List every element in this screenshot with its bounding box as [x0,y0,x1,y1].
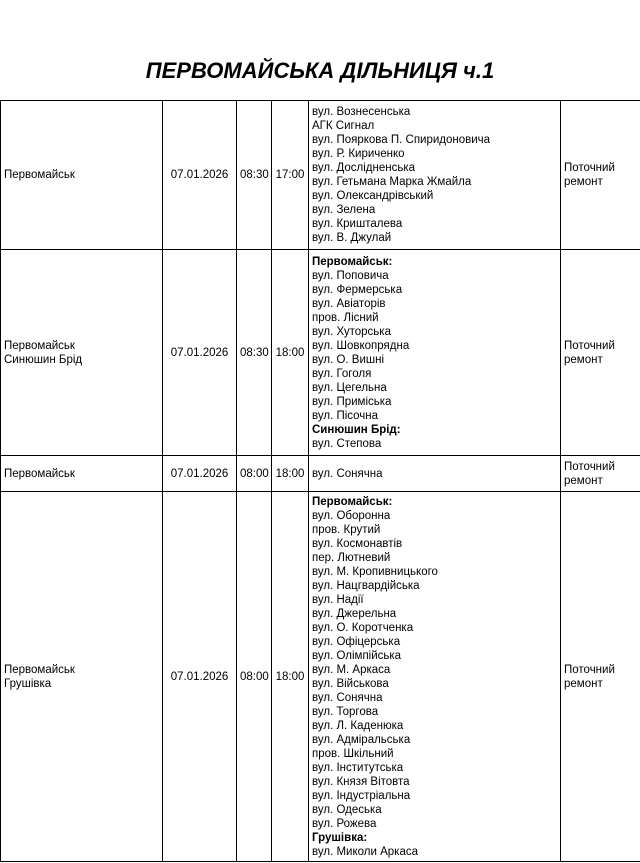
street-item: вул. Р. Кириченко [312,148,405,160]
street-item: вул. Офіцерська [312,635,401,648]
settlement-name: Первомайськ [4,339,75,352]
end-time-cell: 17:00 [272,101,309,250]
end-time-cell: 18:00 [272,456,309,492]
street-item: вул. Дослідненська [312,162,416,174]
settlement-cell [1,492,163,862]
work-type-text: Поточний [564,339,615,352]
street-item: вул. Олександрівський [312,190,434,202]
street-item: вул. Фермерська [312,283,403,296]
street-item: пров. Лісний [312,311,379,324]
date-cell: 07.01.2026 [163,456,237,492]
work-type-cell [561,250,640,456]
street-item: вул. Індустріальна [312,789,411,802]
table-row [1,492,640,862]
street-item: вул. О. Вишні [312,353,385,366]
table-row [1,250,640,456]
work-type-text: ремонт [564,677,603,690]
start-time-cell: 08:30 [237,250,272,456]
locality-heading: Синюшин Брід: [312,423,401,436]
settlement-name: Первомайськ [4,169,75,181]
street-item: вул. Вознесенська [312,106,411,118]
street-item: вул. Л. Каденюка [312,719,404,732]
street-item: вул. Джерельна [312,607,397,620]
street-item: вул. Хуторська [312,325,391,338]
street-item: АГК Сигнал [312,120,375,132]
date-cell: 07.01.2026 [163,101,237,250]
street-item: вул. Сонячна [312,467,383,480]
street-item: вул. Рожева [312,817,377,830]
start-time-cell: 08:00 [237,456,272,492]
locality-heading: Грушівка: [312,831,368,844]
street-item: вул. Нацгвардійська [312,579,420,592]
date-cell: 07.01.2026 [163,250,237,456]
street-item: вул. Пісочна [312,409,379,422]
table-row [1,101,640,250]
street-item: вул. Військова [312,677,389,690]
street-item: вул. О. Коротченка [312,621,414,634]
settlement-name: Первомайськ [4,467,75,480]
street-item: вул. Князя Вітовта [312,775,410,788]
street-item: вул. Степова [312,437,382,450]
street-item: вул. Космонавтів [312,537,403,550]
street-item: вул. Торгова [312,705,379,718]
street-item: вул. Сонячна [312,691,383,704]
street-item: вул. Зелена [312,204,376,216]
end-time-cell: 18:00 [272,250,309,456]
street-item: вул. Оборонна [312,509,391,522]
work-type-cell [561,492,640,862]
street-item: вул. М. Аркаса [312,663,391,676]
table-row [1,456,640,492]
settlement-cell [1,101,163,250]
end-time-cell: 18:00 [272,492,309,862]
streets-cell [309,456,561,492]
street-item: пер. Лютневий [312,551,391,564]
street-item: вул. Гетьмана Марка Жмайла [312,176,472,188]
street-item: вул. В. Джулай [312,232,392,244]
street-item: вул. Пояркова П. Спиридоновича [312,134,491,146]
street-item: вул. Гоголя [312,367,372,380]
work-type-cell [561,456,640,492]
settlement-cell [1,456,163,492]
street-item: вул. Надії [312,593,364,606]
page-title: ПЕРВОМАЙСЬКА ДІЛЬНИЦЯ ч.1 [145,58,495,83]
work-type-text: Поточний [564,460,615,473]
street-item: вул. Одеська [312,803,382,816]
streets-cell [309,492,561,862]
locality-heading: Первомайськ: [312,495,393,508]
street-item: вул. Цегельна [312,381,387,394]
street-item: вул. Адміральська [312,733,411,746]
street-item: вул. Кришталева [312,218,403,230]
outage-schedule-table [0,100,640,862]
work-type-text: ремонт [564,353,603,366]
date-cell: 07.01.2026 [163,492,237,862]
street-item: вул. Приміська [312,395,392,408]
streets-cell [309,101,561,250]
street-item: вул. Шовкопрядна [312,339,410,352]
settlement-name: Первомайськ [4,663,75,676]
start-time-cell: 08:30 [237,101,272,250]
locality-heading: Первомайськ: [312,255,393,268]
work-type-text: Поточний [564,663,615,676]
street-item: вул. Авіаторів [312,297,386,310]
start-time-cell: 08:00 [237,492,272,862]
work-type-text: Поточний [564,162,615,174]
street-item: вул. М. Кропивницького [312,565,438,578]
street-item: пров. Крутий [312,523,381,536]
street-item: вул. Миколи Аркаса [312,845,418,858]
streets-cell [309,250,561,456]
street-item: вул. Поповича [312,269,389,282]
work-type-cell [561,101,640,250]
street-item: пров. Шкільний [312,747,394,760]
work-type-text: ремонт [564,474,603,487]
settlement-cell [1,250,163,456]
settlement-name: Грушівка [4,677,52,690]
street-item: вул. Інститутська [312,761,404,774]
street-item: вул. Олімпійська [312,649,402,662]
work-type-text: ремонт [564,176,603,188]
settlement-name: Синюшин Брід [4,353,83,366]
